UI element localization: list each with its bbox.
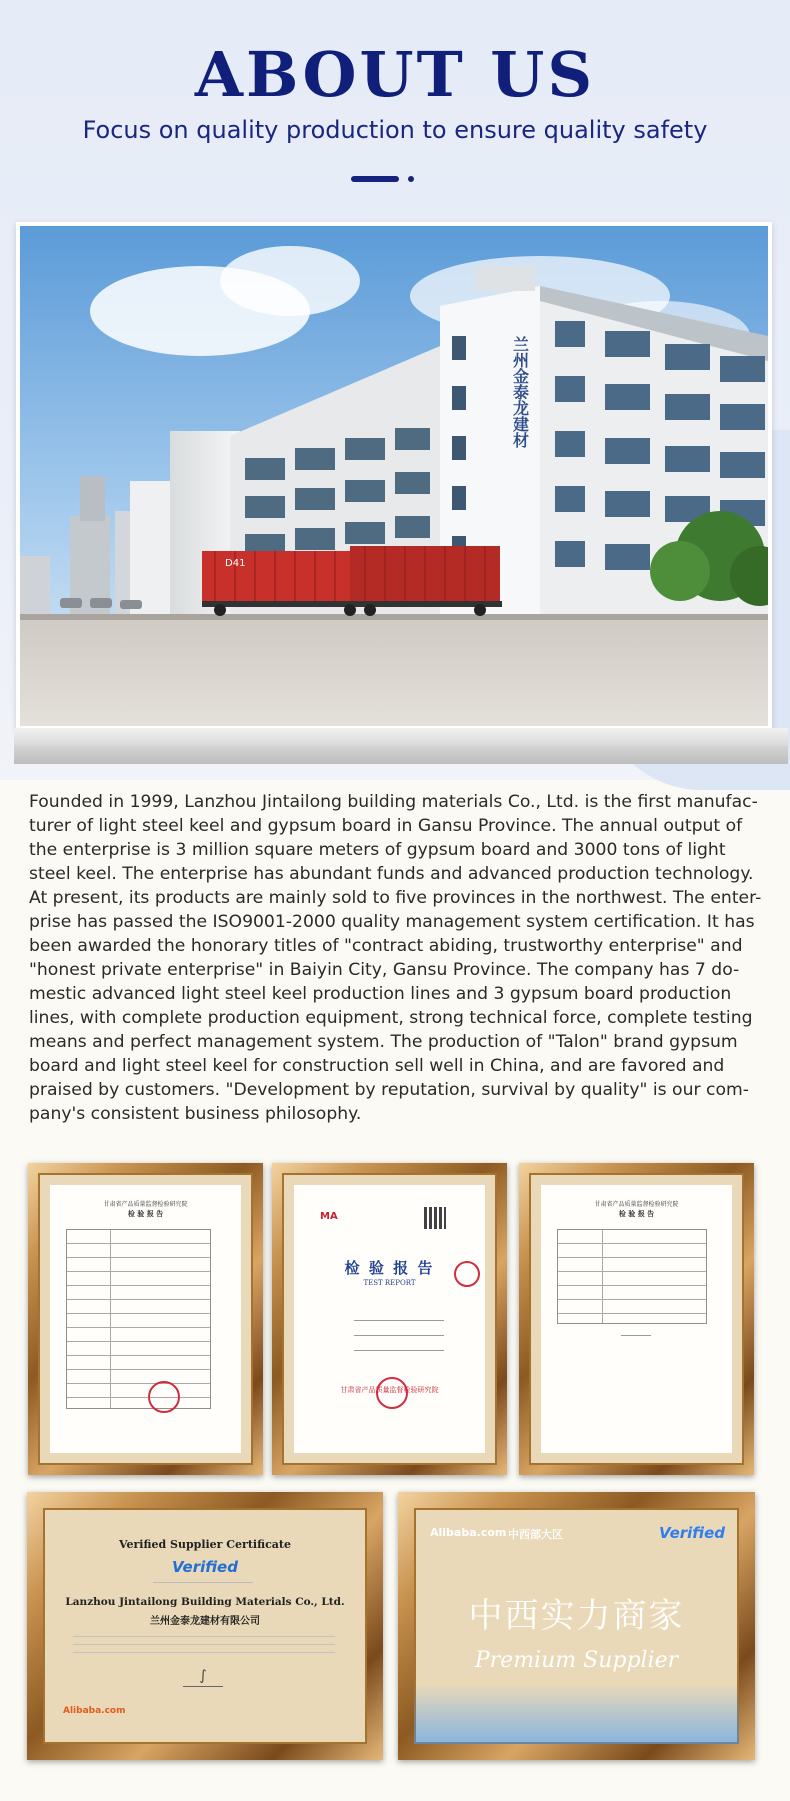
form-line xyxy=(354,1320,444,1321)
report-table xyxy=(66,1229,211,1409)
ma-logo: MA xyxy=(320,1211,338,1222)
report-table xyxy=(557,1229,707,1324)
premium-supplier-certificate xyxy=(414,1508,739,1744)
container-mark: D41 xyxy=(225,558,246,569)
title-divider-dot xyxy=(408,176,414,182)
certificate-frame-1 xyxy=(28,1163,263,1475)
verified-badge: Verified xyxy=(172,1558,238,1576)
form-line xyxy=(73,1644,335,1645)
company-intro: Founded in 1999, Lanzhou Jintailong building materials Co., Ltd. is the first manufac-turer of light steel keel and gypsum board in Gansu Province. The annual output of the enterprise is 3 million square meters of gypsum board and 3000 tons of light steel keel. The enterprise has abundant funds and advanced production technology. At present, its products are mainly sold to five provinces in the northwest. The enter-prise has passed the ISO9001-2000 quality management system certification. It has been awarded the honorary titles of "contract abiding, trustworthy enterprise" and "honest private enterprise" in Baiyin City, Gansu Province. The company has 7 do-mestic advanced light steel keel production lines and 3 gypsum board production lines, with complete production equipment, strong technical force, complete testing means and perfect management system. The production of "Talon" brand gypsum board and light steel keel for construction sell well in China, and are favored and praised by customers. "Development by reputation, survival by quality" is our com-pany's consistent business philosophy. xyxy=(29,792,762,1124)
form-line xyxy=(73,1636,335,1637)
report-title: 检 验 报 告 xyxy=(344,1259,435,1277)
premium-title-en: Premium Supplier xyxy=(474,1648,679,1673)
frame-mat xyxy=(38,1173,253,1465)
form-line xyxy=(73,1652,335,1653)
report-subtitle: TEST REPORT xyxy=(363,1279,416,1287)
premium-supplier-frame xyxy=(398,1492,755,1760)
test-report-page-2 xyxy=(541,1185,732,1453)
verified-supplier-frame xyxy=(27,1492,383,1760)
report-org: 甘肃省产品质量监督检验研究院 xyxy=(340,1386,439,1394)
network-glow xyxy=(414,1684,739,1744)
form-line xyxy=(354,1350,444,1351)
red-seal xyxy=(454,1261,480,1287)
title-divider-bar xyxy=(351,176,399,182)
report-org: 甘肃省产品质量监督检验研究院 xyxy=(103,1201,188,1208)
page-subtitle: Focus on quality production to ensure quality safety xyxy=(82,116,708,144)
frame-mat xyxy=(529,1173,744,1465)
form-line xyxy=(621,1335,651,1336)
company-name-en: Lanzhou Jintailong Building Materials Co., Ltd. xyxy=(65,1596,345,1608)
form-line xyxy=(153,1582,253,1583)
certificate-frame-3 xyxy=(519,1163,754,1475)
alibaba-logo: Alibaba.com xyxy=(63,1706,126,1716)
report-org: 甘肃省产品质量监督检验研究院 xyxy=(594,1201,679,1208)
factory-illustration xyxy=(20,226,768,726)
page-title: ABOUT US xyxy=(194,38,596,111)
report-title: 检 验 报 告 xyxy=(618,1209,655,1218)
signature-mark: ∫ xyxy=(183,1668,223,1687)
building-sign: 兰州金泰龙建材 xyxy=(510,336,530,448)
photo-shelf-top xyxy=(14,728,788,746)
frame-mat xyxy=(282,1173,497,1465)
report-title: 检 验 报 告 xyxy=(127,1209,164,1218)
form-line xyxy=(354,1335,444,1336)
test-report-cover xyxy=(294,1185,485,1453)
red-seal xyxy=(148,1381,180,1413)
alibaba-logo: Alibaba.com xyxy=(430,1526,507,1539)
certificate-frame-2 xyxy=(272,1163,507,1475)
company-name-cn: 兰州金泰龙建材有限公司 xyxy=(150,1616,260,1627)
certificate-heading: Verified Supplier Certificate xyxy=(118,1538,292,1551)
verified-supplier-certificate xyxy=(43,1508,367,1744)
region-label: 中西部大区 xyxy=(508,1528,563,1541)
premium-title-cn: 中西实力商家 xyxy=(468,1596,685,1636)
qr-code xyxy=(424,1207,446,1229)
verified-badge: Verified xyxy=(659,1524,725,1542)
factory-photo xyxy=(16,222,772,730)
test-report-page-1 xyxy=(50,1185,241,1453)
